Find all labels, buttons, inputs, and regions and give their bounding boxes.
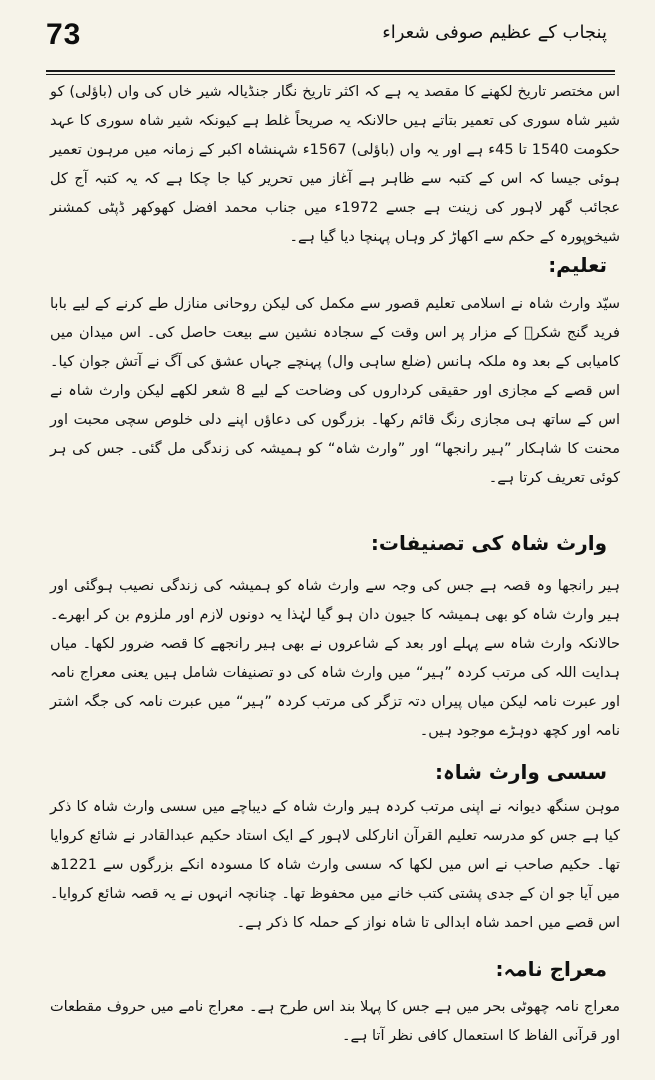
paragraph-education: سیّد وارث شاہ نے اسلامی تعلیم قصور سے مکمل کی لیکن روحانی منازل طے کرنے کے لیے بابا فرید گنج شکرؒ کے مزار پر اس وقت کے سجادہ نشین سے بیعت حاصل کی۔ اس میدان میں کامیابی کے بعد وہ ملکہ ہانس (ضلع ساہی وال) پہنچے جہاں عشق کی آگ نے آتش جوان کیا۔ اس قصے کے مجازی اور حقیقی کرداروں کی وضاحت کے لیے 8 شعر لکھے لیکن وارث شاہ نے اس کے ساتھ ہی مجازی رنگ قائم رکھا۔ بزرگوں کی دعاؤں اپنے دلی خلوص سچی محبت اور محنت کا شاہکار ”ہیر رانجھا“ اور ”وارث شاہ“ کو ہمیشہ کی زندگی مل گئی۔ جس کی ہر کوئی تعریف کرتا ہے۔ bbox=[50, 296, 620, 486]
paragraph-sassi: موہن سنگھ دیوانہ نے اپنی مرتب کردہ ہیر وارث شاہ کے دیباچے میں سسی وارث شاہ کا ذکر کیا ہے جس کو مدرسہ تعلیم القرآن انارکلی لاہور کے ایک استاد حکیم عبدالقادر نے شائع کروایا تھا۔ حکیم صاحب نے اس میں لکھا کہ سسی وارث شاہ کا مسودہ انکے بزرگوں سے 1221ھ میں آیا جو ان کے جدی پشتی کتب خانے میں محفوظ تھا۔ چنانچہ انہوں نے یہ قصہ شائع کروایا۔ اس قصے میں احمد شاہ ابدالی تا شاہ نواز کے حملہ کا ذکر ہے۔ bbox=[50, 799, 620, 931]
header-rule-thin bbox=[46, 74, 615, 75]
intro-paragraph: اس مختصر تاریخ لکھنے کا مقصد یہ ہے کہ اکثر تاریخ نگار جنڈیالہ شیر خاں کی واں (باؤلی) کو شیر شاہ سوری کی تعمیر بتاتے ہیں حالانکہ یہ صریحاً غلط ہے کیونکہ شیر شاہ سوری کا عہد حکومت 1540 تا 45ء ہے اور یہ واں (باؤلی) 1567ء شہنشاہ اکبر کے زمانہ میں مرہون تعمیر ہوئی جیسا کہ اس کے کتبہ سے ظاہر ہے آغاز میں تحریر کیا جا چکا ہے کہ یہ کتبہ آج کل عجائب گھر لاہور کی زینت ہے جسے 1972ء میں جناب محمد افضل کھوکھر ڈپٹی کمشنر شیخوپورہ کے حکم سے اکھاڑ کر وہاں پہنچا دیا گیا ہے۔ bbox=[50, 84, 620, 245]
header-rule bbox=[46, 70, 615, 72]
page-number: 73 bbox=[46, 18, 82, 51]
running-title: پنجاب کے عظیم صوفی شعراء bbox=[382, 22, 607, 43]
heading-education: تعلیم: bbox=[548, 253, 607, 277]
heading-works: وارث شاہ کی تصنیفات: bbox=[370, 531, 607, 555]
paragraph-works: ہیر رانجھا وہ قصہ ہے جس کی وجہ سے وارث شاہ کو ہمیشہ کی زندگی نصیب ہوگئی اور ہیر وارث شاہ کو بھی ہمیشہ کا جیون دان ہو گیا لہٰذا یہ دونوں لازم اور ملزوم بن کر ابھرے۔ حالانکہ وارث شاہ سے پہلے اور بعد کے شاعروں نے بھی ہیر رانجھے کا قصہ ضرور لکھا۔ میاں ہدایت اللہ کی مرتب کردہ ”ہیر“ میں وارث شاہ کی دو تصنیفات شامل ہیں یعنی معراج نامہ اور عبرت نامہ لیکن میاں پیراں دتہ تزگر کی مرتب کردہ ”ہیر“ میں عبرت نامہ کی جگہ اشتر نامہ اور کچھ دوہڑے موجود ہیں۔ bbox=[50, 578, 620, 739]
paragraph-miraj-nama: معراج نامہ چھوٹی بحر میں ہے جس کا پہلا بند اس طرح ہے۔ معراج نامے میں حروف مقطعات اور قرآنی الفاظ کا استعمال کافی نظر آتا ہے۔ bbox=[50, 999, 620, 1044]
heading-sassi: سسی وارث شاہ: bbox=[435, 760, 607, 784]
heading-miraj-nama: معراج نامہ: bbox=[495, 957, 607, 981]
